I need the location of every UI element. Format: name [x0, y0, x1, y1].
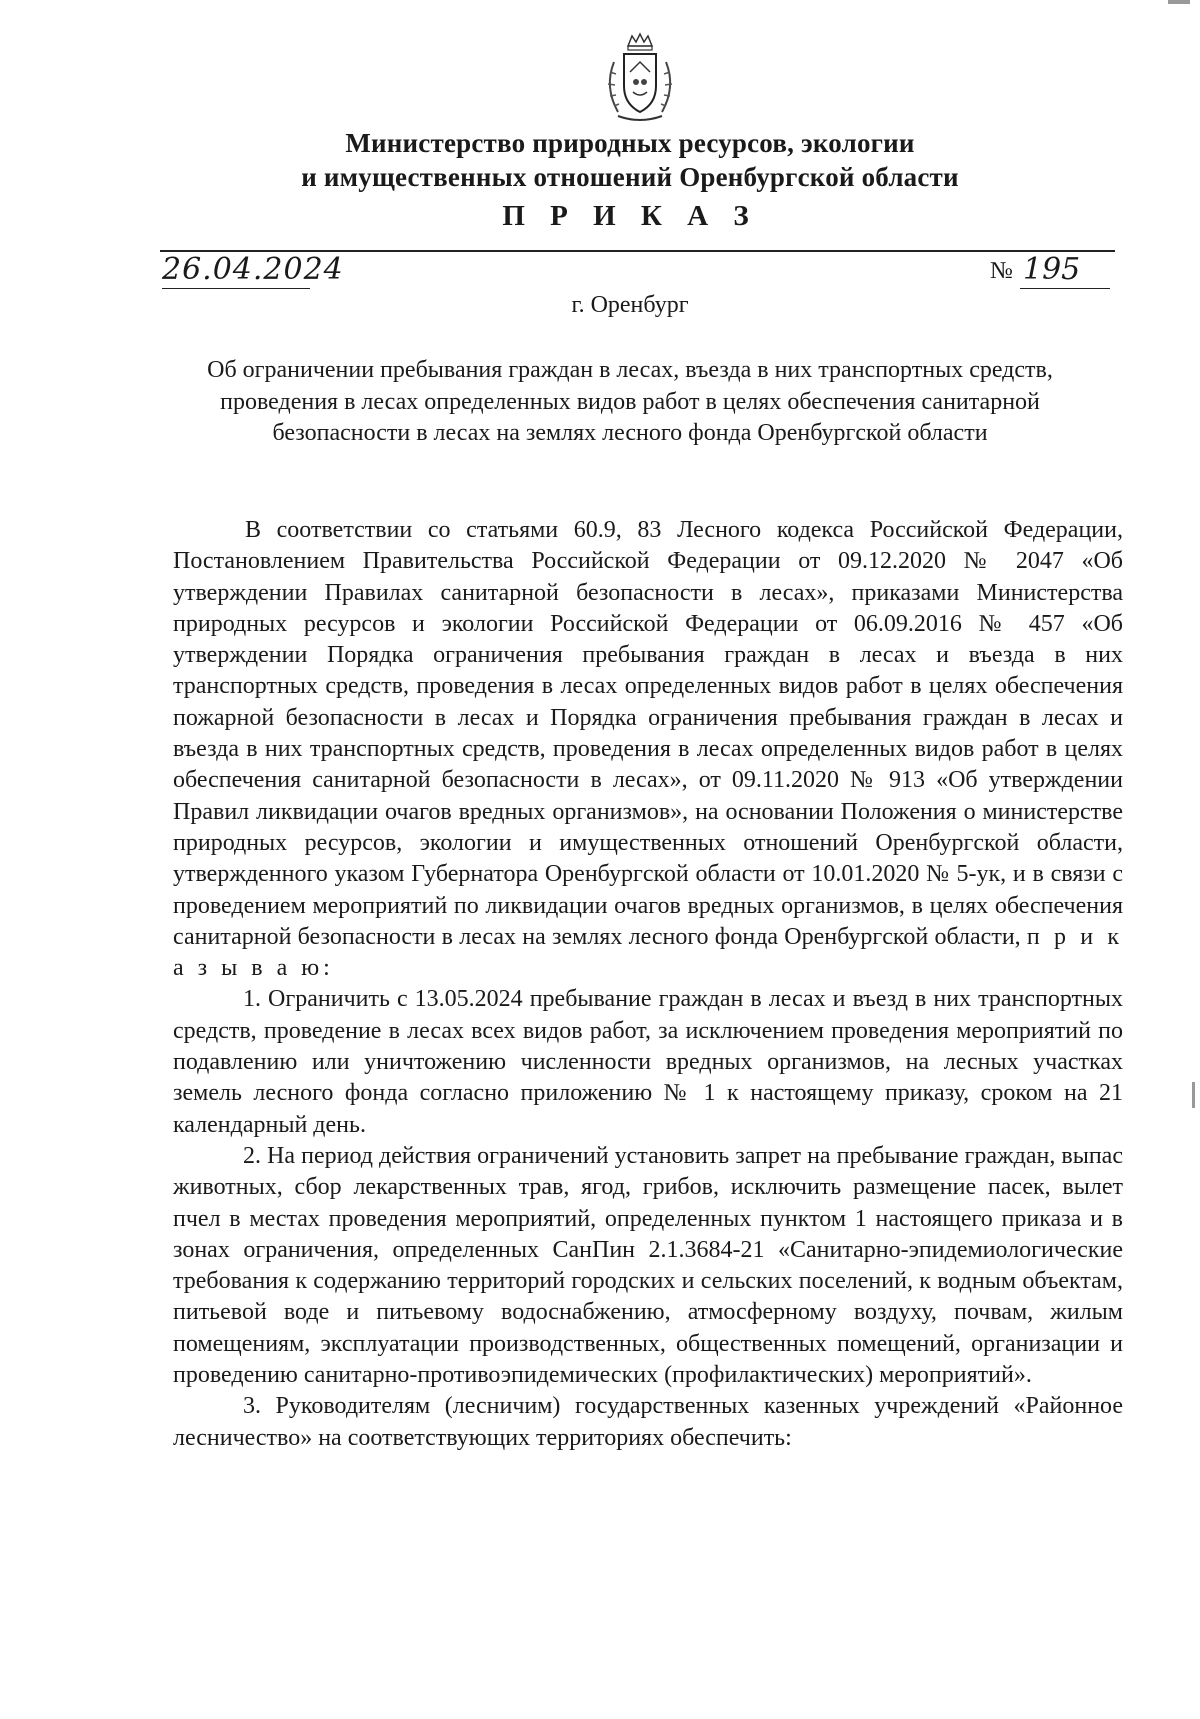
org-line-1: Министерство природных ресурсов, экологии	[345, 128, 915, 158]
number-label: №	[990, 258, 1013, 284]
scan-edge-mark-top-right	[1168, 0, 1190, 4]
preamble-paragraph	[173, 515, 1123, 984]
organization-name	[200, 126, 1060, 194]
oblast-coat-of-arms-emblem	[600, 32, 680, 126]
handwritten-order-number: 195	[1023, 252, 1081, 287]
handwritten-date: 26.04.2024	[162, 252, 344, 287]
date-underline	[162, 288, 310, 289]
document-body	[173, 515, 1123, 1454]
item-2-paragraph: 2. На период действия ограничений установить запрет на пребывание граждан, выпас животных, сбор лекарственных трав, ягод, грибов, исключить размещение пасек, вылет пчел в местах проведения мероприятий, определенных пунктом 1 настоящего приказа и в зонах ограничения, определенных СанПин 2.1.3684-21 «Санитарно-эпидемиологические требования к содержанию территорий городских и сельских поселений, к водным объектам, питьевой воде и питьевому водоснабжению, атмосферному воздуху, почвам, жилым помещениям, эксплуатации производственных, общественных помещений, организации и проведению санитарно-противоэпидемических (профилактических) мероприятий».	[173, 1142, 1123, 1389]
document-type-heading: П Р И К А З	[502, 200, 758, 232]
decree-word: п р и к а з ы в а ю:	[173, 923, 1123, 982]
city: г. Оренбург	[571, 292, 689, 318]
item-3-paragraph: 3. Руководителям (лесничим) государственных казенных учреждений «Районное лесничество» на соответствующих территориях обеспечить:	[173, 1393, 1123, 1451]
preamble-text: В соответствии со статьями 60.9, 83 Лесного кодекса Российской Федерации, Постановлением Правительства Российской Федерации от 09.12.2020 № 2047 «Об утверждении Правилах санитарной безопасности в лесах», приказами Министерства природных ресурсов и экологии Российской Федерации от 06.09.2016 № 457 «Об утверждении Порядка ограничения пребывания граждан в лесах и въезда в них транспортных средств, проведения в лесах определенных видов работ в целях обеспечения пожарной безопасности в лесах и Порядка ограничения пребывания граждан в лесах и въезда в них транспортных средств, проведения в лесах определенных видов работ в целях обеспечения санитарной безопасности в лесах», от 09.11.2020 № 913 «Об утверждении Правил ликвидации очагов вредных организмов», на основании Положения о министерстве природных ресурсов, экологии и имущественных отношений Оренбургской области, утвержденного указом Губернатора Оренбургской области от 10.01.2020 № 5-ук, и в связи с проведением мероприятий по ликвидации очагов вредных организмов, в целях обеспечения санитарной безопасности в лесах на землях лесного фонда Оренбургской области,	[173, 517, 1123, 950]
number-underline	[1020, 288, 1110, 289]
org-line-2: и имущественных отношений Оренбургской области	[301, 162, 959, 192]
scan-edge-mark-right	[1192, 1082, 1195, 1108]
document-title: Об ограничении пребывания граждан в лесах, въезда в них транспортных средств, проведения в лесах определенных видов работ в целях обеспечения санитарной безопасности в лесах на землях лесного фонда Оренбургской области	[207, 357, 1053, 446]
item-1-paragraph: 1. Ограничить с 13.05.2024 пребывание граждан в лесах и въезд в них транспортных средств, проведение в лесах всех видов работ, за исключением проведения мероприятий по подавлению или уничтожению численности вредных организмов, на лесных участках земель лесного фонда согласно приложению № 1 к настоящему приказу, сроком на 21 календарный день.	[173, 986, 1123, 1138]
